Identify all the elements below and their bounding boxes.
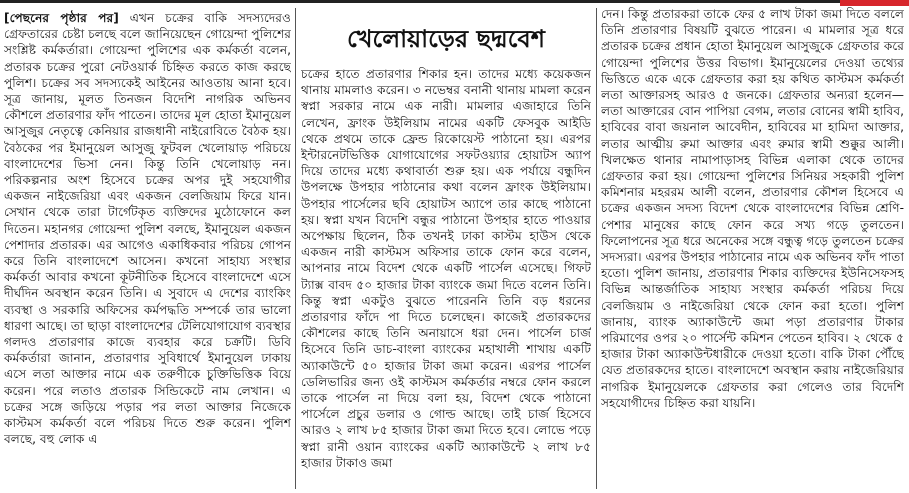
article-column-2	[301, 66, 591, 489]
column-divider	[295, 8, 296, 489]
column-divider	[596, 8, 597, 489]
column-2-text: চক্রের হাতে প্রতারণার শিকার হন। তাদের মধ্যে কয়েকজন থানায় মামলাও করেন। ৩ নভেম্বর বনানী থানায় মামলা করেন স্বপ্না সরকার নামে এক নারী। মামলার এজাহারে তিনি লেখেন, ফ্রাংক উইলিয়াম নামের একটি ফেসবুক আইডি থেকে প্রথমে তাকে ফ্রেন্ড রিকোয়েস্ট পাঠানো হয়। এরপর ইন্টারনেটভিত্তিক যোগাযোগের সফটওয়্যার হোয়াটস অ্যাপ দিয়ে তাদের মধ্যে কথাবার্তা শুরু হয়। এক পর্যায়ে বন্ধুদিন উপলক্ষে উপহার পাঠানোর কথা বলেন ফ্রাংক উইলিয়াম। উপহার পার্সেলের ছবি হোয়াটস অ্যাপে তার কাছে পাঠানো হয়। স্বপ্না যখন বিদেশি বন্ধুর পাঠানো উপহার হাতে পাওয়ার অপেক্ষায় ছিলেন, ঠিক তখনই ঢাকা কাস্টম হাউস থেকে একজন নারী কাস্টমস অফিসার তাকে ফোন করে বলেন, আপনার নামে বিদেশ থেকে একটি পার্সেল এসেছে। গিফট ট্যাক্স বাবদ ৫০ হাজার টাকা ব্যাংকে জমা দিতে বলেন তিনি। কিন্তু স্বপ্না একটুও বুঝতে পারেননি তিনি বড় ধরনের প্রতারণার ফাঁদে পা দিতে চলেছেন। কাজেই প্রতারকদের কৌশলের কাছে তিনি অনায়াসে ধরা দেন। পার্সেল চার্জ হিসেবে তিনি ডাচ-বাংলা ব্যাংকের মহাখালী শাখায় একটি অ্যাকাউন্টে ৫০ হাজার টাকা জমা করেন। এরপর পার্সেল ডেলিভারির জন্য ওই কাস্টমস কর্মকর্তার নম্বরে ফোন করলে তাকে পার্সেল না দিয়ে বলা হয়, বিদেশ থেকে পাঠানো পার্সেলে প্রচুর ডলার ও গোল্ড আছে। তাই চার্জ হিসেবে আরও ২ লাখ ৮৫ হাজার টাকা জমা দিতে হবে। লোভে পড়ে স্বপ্না রানী ওয়ান ব্যাংকের একটি অ্যাকাউন্টে ২ লাখ ৮৫ হাজার টাকাও জমা	[301, 67, 591, 470]
top-rule	[0, 0, 909, 3]
column-3-text: দেন। কিন্তু প্রতারকরা তাকে ফের ৫ লাখ টাকা জমা দিতে বললে তিনি প্রতারণার বিষয়টি বুঝতে পারেন। এ মামলার সূত্র ধরে প্রতারক চক্রের প্রধান হোতা ইমানুয়েল আসুজুকে গ্রেফতার করে গোয়েন্দা পুলিশের উত্তর বিভাগ। ইমানুয়েলের দেওয়া তথ্যের ভিত্তিতে একে একে গ্রেফতার করা হয় কথিত কাস্টমস কর্মকর্তা লতা আক্তারসহ আরও ৫ জনকে। গ্রেফতার অন্যরা হলেন— লতা আক্তারের বোন পাপিয়া বেগম, লতার বোনের স্বামী হাবিব, হাবিবের বাবা জয়নাল আবেদীন, হাবিবের মা হামিদা আক্তার, লতার আত্মীয় রুমা আক্তার এবং রুমার স্বামী শুক্কুর আলী। খিলক্ষেত থানার নামাপাড়াসহ বিভিন্ন এলাকা থেকে তাদের গ্রেফতার করা হয়। গোয়েন্দা পুলিশের সিনিয়র সহকারী পুলিশ কমিশনার মহররম আলী বলেন, প্রতারণার কৌশল হিসেবে এ চক্রের একজন সদস্য বিদেশ থেকে বাংলাদেশের বিভিন্ন শ্রেণি-পেশার মানুষের কাছে ফোন করে সখ্য গড়ে তুলতেন। ফিলোপনের সূত্র ধরে অনেকের সঙ্গে বন্ধুত্ব গড়ে তুলতেন চক্রের সদস্যরা। এরপর উপহার পাঠানোর নামে এক অভিনব ফাঁদ পাতা হতো। পুলিশ জানায়, প্রতারণার শিকার ব্যক্তিদের ইউনিসেফসহ বিভিন্ন আন্তর্জাতিক সাহায্য সংস্থার কর্মকর্তা পরিচয় দিয়ে বেলজিয়াম ও নাইজেরিয়া থেকে ফোন করা হতো। পুলিশ জানায়, ব্যাংক অ্যাকাউন্টে জমা পড়া প্রতারণার টাকার পরিমাণের ওপর ২০ পার্সেন্ট কমিশন পেতেন হাবিব। ২ থেকে ৫ হাজার টাকা অ্যাকাউন্টধারীকে দেওয়া হতো। বাকি টাকা পৌঁছে যেত প্রতারকদের হাতে। বাংলাদেশে অবস্থান করায় নাইজেরিয়ার নাগরিক ইমানুয়েলকে গ্রেফতার করা গেলেও তার বিদেশি সহযোগীদের চিহ্নিত করা যায়নি।	[601, 7, 904, 410]
continued-from-label: [পেছনের পৃষ্ঠার পর]	[4, 11, 119, 25]
article-headline: খেলোয়াড়ের ছদ্মবেশ	[347, 24, 545, 53]
article-column-1	[4, 10, 291, 493]
article-column-3	[601, 6, 904, 489]
column-1-text: এখন চক্রের বাকি সদস্যদেরও গ্রেফতারের চেষ্টা চলছে বলে জানিয়েছেন গোয়েন্দা পুলিশের সংশ্লিষ্ট কর্মকর্তারা। গোয়েন্দা পুলিশের এক কর্মকর্তা বলেন, প্রতারক চক্রের পুরো নেটওয়ার্ক চিহ্নিত করতে কাজ করছে পুলিশ। চক্রের সব সদস্যকেই আইনের আওতায় আনা হবে। সূত্র জানায়, মূলত তিনজন বিদেশি নাগরিক অভিনব কৌশলে প্রতারণার ফাঁদ পাতেন। তাদের মূল হোতা ইমানুয়েল আসুজুর নেতৃত্বে কেনিয়ার রাজধানী নাইরোবিতে বৈঠক হয়। বৈঠকের পর ইমানুয়েল আসুজু ফুটবল খেলোয়াড় পরিচয়ে বাংলাদেশের ভিসা নেন। কিন্তু তিনি খেলোয়াড় নন। পরিকল্পনার অংশ হিসেবে চক্রের অপর দুই সহযোগীর একজন নাইজেরিয়া এবং একজন বেলজিয়াম ফিরে যান। সেখান থেকে তারা টার্গেটকৃত ব্যক্তিদের মুঠোফোনে কল দিতেন। মহানগর গোয়েন্দা পুলিশ বলছে, ইমানুয়েল একজন পেশাদার প্রতারক। এর আগেও একাধিকবার পরিচয় গোপন করে তিনি বাংলাদেশে আসেন। কখনো সাহায্য সংস্থার কর্মকর্তা আবার কখনো কূটনীতিক হিসেবে বাংলাদেশে এসে দীর্ঘদিন অবস্থান করেন তিনি। এ সুবাদে এ দেশের ব্যাংকিং ব্যবস্থা ও সরকারি অফিসের কর্মপদ্ধতি সম্পর্কে তার ভালো ধারণা আছে। তা ছাড়া বাংলাদেশের টেলিযোগাযোগ ব্যবস্থার গলদও প্রতারণার কাজে ব্যবহার করে চক্রটি। ডিবি কর্মকর্তারা জানান, প্রতারণার সুবিধার্থে ইমানুয়েল ঢাকায় এসে লতা আক্তার নামে এক তরুণীকে চুক্তিভিত্তিক বিয়ে করেন। পরে লতাও প্রতারক সিন্ডিকেটে নাম লেখান। এ চক্রের সঙ্গে জড়িয়ে পড়ার পর লতা আক্তার নিজেকে কাস্টমস কর্মকর্তা বলে পরিচয় দিতে শুরু করেন। পুলিশ বলছে, বহু লোক এ	[4, 11, 291, 447]
column-1-paragraph	[4, 10, 291, 447]
